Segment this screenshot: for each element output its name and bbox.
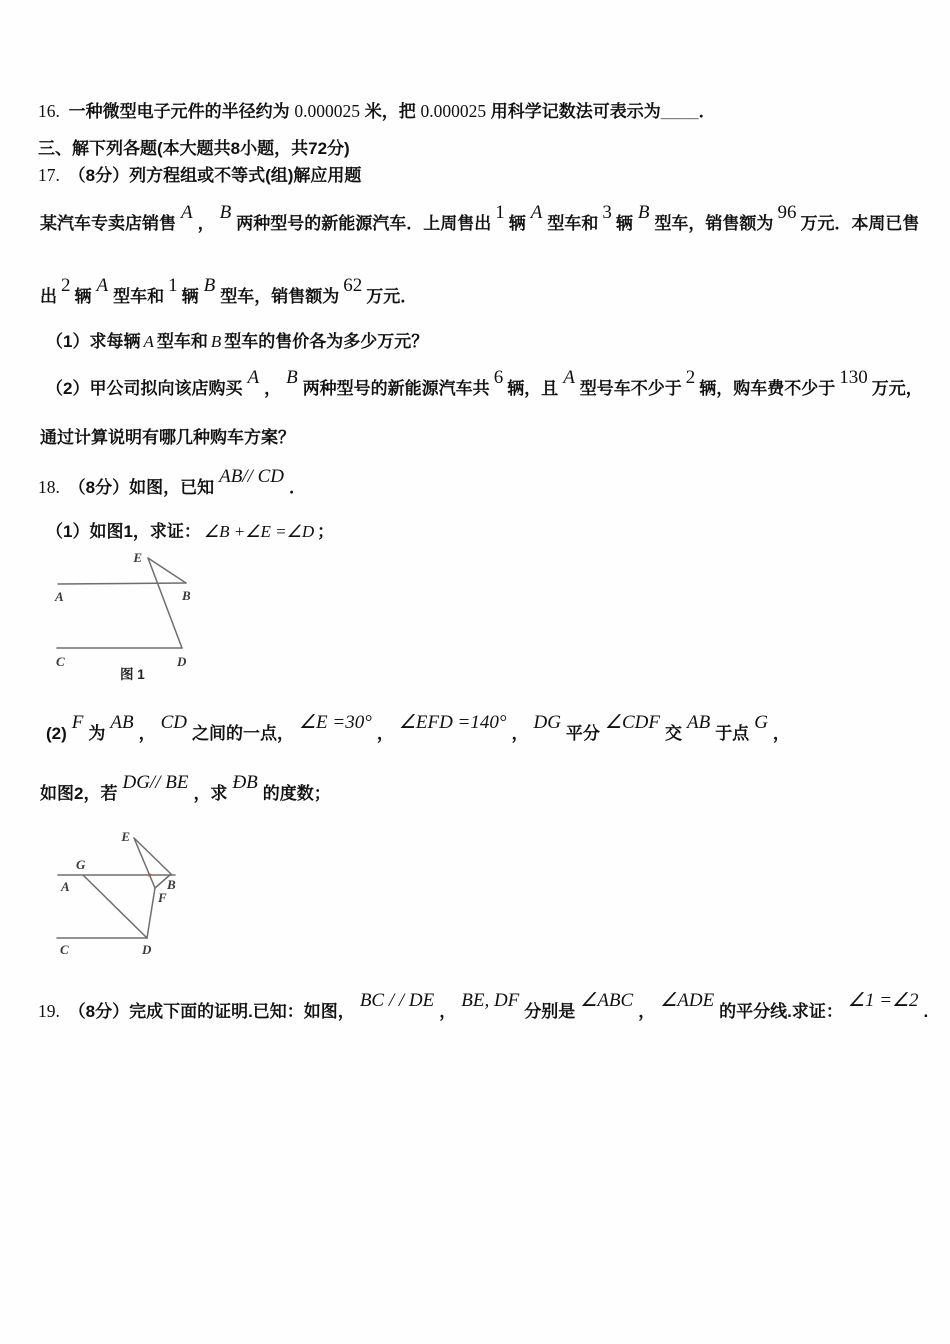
text-run: 2 (61, 275, 71, 296)
text-run: 型车的售价各为多少万元？ (224, 332, 429, 351)
fig1-line-ED (148, 558, 182, 648)
fig1-label-D: D (177, 654, 187, 669)
text-run: 型车，销售额为 (654, 214, 774, 233)
fig1-label-B: B (182, 588, 191, 603)
text-run: ， (264, 379, 282, 398)
text-run: ÐB (232, 772, 258, 793)
text-run: 交 (664, 724, 682, 743)
text-run: 16. (38, 101, 69, 121)
text-run: (2) (46, 724, 67, 743)
text-run: A (563, 367, 575, 388)
text-run: 3 (602, 202, 612, 223)
text-run: DG// BE (122, 772, 189, 793)
text-run: B (286, 367, 298, 388)
figure-1 (36, 545, 246, 687)
text-run: 分别是 (524, 1002, 576, 1021)
fig2-line-GD (83, 875, 147, 938)
fig2-label-G: G (76, 857, 86, 872)
text-run: （8分）如图，已知 (68, 478, 215, 497)
text-run: 两种型号的新能源汽车．上周售出 (236, 214, 492, 233)
text-run: B (219, 202, 232, 223)
fig2-label-F: F (158, 890, 167, 905)
text-run: 17. (38, 165, 69, 185)
section-3-heading (38, 137, 350, 161)
text-run: 通过计算说明有哪几种购车方案？ (40, 428, 295, 447)
text-run: ， (772, 724, 790, 743)
text-run: 0.000025 (294, 101, 360, 121)
text-run: ∠CDF (604, 712, 660, 733)
text-run: （2）甲公司拟向该店购买 (46, 379, 243, 398)
text-run: G (754, 712, 768, 733)
text-run: 辆 (74, 287, 92, 306)
text-run: 的平分线.求证： (719, 1002, 843, 1021)
fig2-line-EB (134, 838, 171, 874)
text-run: （1）如图1，求证： (46, 522, 201, 541)
text-run: 某汽车专卖店销售 (40, 214, 176, 233)
text-run: 型车和 (547, 214, 599, 233)
text-run: 19. (38, 1001, 69, 1021)
text-run: 为 (88, 724, 106, 743)
text-run: A (181, 202, 193, 223)
text-run: 辆，购车费不少于 (699, 379, 836, 398)
text-run: ∠EFD =140° (398, 712, 507, 733)
fig2-label-C: C (60, 942, 69, 957)
text-run: （1）求每辆 (46, 332, 141, 351)
text-run: 0.000025 (420, 101, 487, 121)
fig1-caption: 图 1 (120, 667, 145, 682)
text-run: ， (138, 724, 156, 743)
text-run: 平分 (565, 724, 600, 743)
text-run: AB// CD (219, 466, 285, 487)
question-17-part-1 (46, 330, 428, 354)
fig2-line-FD (147, 888, 155, 938)
text-run: 万元． (366, 287, 418, 306)
text-run: B (203, 275, 216, 296)
text-run: 型车和 (156, 332, 208, 351)
text-run: ∠ABC (580, 990, 634, 1011)
text-run: ∠B +∠E =∠D (203, 522, 315, 541)
figure-2 (36, 815, 246, 965)
text-run: 96 (777, 202, 797, 223)
text-run: 出 (40, 287, 57, 306)
question-18-header (38, 466, 307, 500)
text-run: 米，把 (359, 102, 421, 121)
text-run: 三、解下列各题(本大题共8小题，共72分) (38, 139, 350, 158)
question-18-part-1 (46, 520, 334, 544)
text-run: 之间的一点， (192, 724, 295, 743)
text-run: ； (317, 522, 335, 541)
text-run: 万元．本周已售 (800, 214, 920, 233)
text-run: ， (511, 724, 529, 743)
text-run: 用科学记数法可表示为____． (486, 102, 716, 121)
fig1-line-AB (58, 583, 186, 584)
question-17-part-2-cont (40, 426, 295, 450)
text-run: DG (533, 712, 561, 733)
text-run: （8分）列方程组或不等式(组)解应用题 (68, 166, 362, 185)
text-run: ，求 (193, 784, 228, 803)
text-run: 辆 (181, 287, 199, 306)
text-run: ， (376, 724, 394, 743)
text-run: 两种型号的新能源汽车共 (302, 379, 490, 398)
text-run: 辆 (508, 214, 526, 233)
question-17-header (38, 163, 361, 188)
question-19 (38, 990, 929, 1024)
text-run: 型号车不少于 (579, 379, 682, 398)
text-run: A (143, 332, 154, 351)
text-run: A (247, 367, 260, 388)
text-run: ， (197, 214, 215, 233)
fig2-label-B: B (167, 877, 176, 892)
fig1-label-C: C (56, 654, 65, 669)
question-17-para-1 (40, 202, 920, 236)
question-17-part-2 (46, 367, 923, 401)
text-run: ， (439, 1002, 457, 1021)
text-run: 1 (495, 202, 505, 223)
fig1-line-EB (148, 558, 186, 583)
text-run: A (530, 202, 543, 223)
text-run: 于点 (715, 724, 750, 743)
text-run: 6 (493, 367, 504, 388)
text-run: 一种微型电子元件的半径约为 (68, 102, 295, 121)
text-run: 62 (343, 275, 363, 296)
question-18-part-2 (46, 712, 790, 746)
question-17-para-2 (40, 275, 418, 309)
question-16 (38, 99, 716, 124)
text-run: （8分）完成下面的证明.已知：如图， (68, 1002, 355, 1021)
text-run: ∠E =30° (299, 712, 372, 733)
fig2-label-E: E (121, 829, 130, 844)
text-run: 辆，且 (507, 379, 559, 398)
text-run: 型车和 (113, 287, 165, 306)
text-run: 2 (685, 367, 696, 388)
text-run: ∠ADE (660, 990, 715, 1011)
text-run: 万元， (871, 379, 923, 398)
fig2-label-A: A (61, 879, 70, 894)
text-run: ∠1 =∠2 (847, 990, 919, 1011)
text-run: B (210, 332, 222, 351)
question-18-part-2-cont (40, 772, 331, 806)
fig1-label-A: A (55, 589, 64, 604)
text-run: AB (686, 712, 711, 733)
fig2-label-D: D (142, 942, 152, 957)
text-run: 130 (839, 367, 868, 388)
fig2-line-EF (134, 838, 155, 888)
fig1-label-E: E (133, 550, 142, 565)
text-run: 辆 (615, 214, 633, 233)
text-run: ． (289, 478, 307, 497)
text-run: F (71, 712, 84, 733)
text-run: 18. (38, 477, 69, 497)
text-run: CD (160, 712, 188, 733)
text-run: 型车，销售额为 (220, 287, 340, 306)
text-run: B (637, 202, 650, 223)
text-run: 1 (168, 275, 178, 296)
text-run: BE, DF (461, 990, 520, 1011)
text-run: AB (110, 712, 134, 733)
text-run: ， (638, 1002, 656, 1021)
text-run: A (96, 275, 109, 296)
text-run: 的度数； (262, 784, 331, 803)
fig2-intersection-dot (148, 873, 151, 876)
text-run: BC / / DE (359, 990, 435, 1011)
text-run: 如图2，若 (40, 784, 118, 803)
text-run: . (923, 1002, 929, 1021)
